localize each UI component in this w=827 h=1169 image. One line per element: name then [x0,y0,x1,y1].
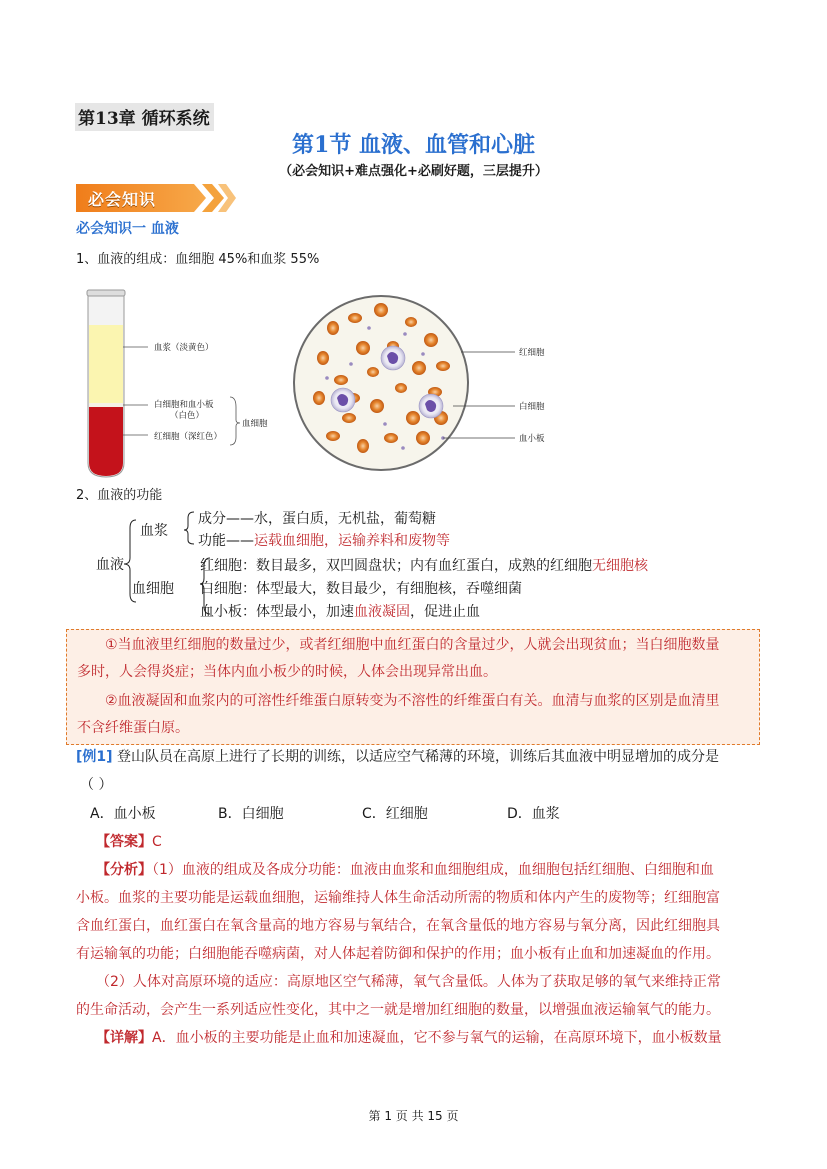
red-blood-cell [356,341,370,355]
analysis-b1: （2）人体对高原环境的适应：高原地区空气稀薄，氧气含量低。人体为了获取足够的氧气来维持正常 [96,974,721,990]
tree-root: 血液 [96,557,124,573]
analysis-b2: 的生命活动，会产生一系列适应性变化，其中之一就是增加红细胞的数量，以增强血液运输氧气的能力。 [76,1002,720,1018]
option-a: A．血小板 [90,806,156,822]
knowledge-title: 必会知识一 血液 [76,221,179,237]
rbc-text: 红细胞：数目最多，双凹圆盘状；内有血红蛋白，成熟的红细胞 [200,558,592,574]
red-blood-cell [313,391,325,405]
item-2: 2、血液的功能 [76,488,163,503]
analysis-tag: 【分析】 [96,862,152,878]
red-blood-cell [327,321,339,335]
blood-tube-figure [80,285,280,480]
plt-highlight: 血液凝固 [354,604,410,620]
microscope-view-illustration [293,288,563,478]
platelet [349,362,353,366]
red-blood-cell [406,411,420,425]
red-blood-cell [357,439,369,453]
red-blood-cell [374,303,388,317]
red-blood-cell [424,333,438,347]
label-white-color: （白色） [170,411,205,421]
label-micro-wbc: 白细胞 [519,402,545,412]
detail-d1: A．血小板的主要功能是止血和加速凝血，它不参与氧气的运输，在高原环境下，血小板数量 [152,1030,722,1046]
analysis-a2: 小板。血浆的主要功能是运载血细胞，运输维持人体生命活动所需的物质和体内产生的废物等；红细胞富 [76,890,720,906]
label-micro-rbc: 红细胞 [519,348,545,358]
red-blood-cell [367,367,379,377]
item-1: 1、血液的组成：血细胞 45%和血浆 55% [76,252,320,267]
platelet [367,326,371,330]
red-blood-cell [370,399,384,413]
section-subtitle: （必会知识+难点强化+必刷好题，三层提升） [279,164,548,179]
test-tube-illustration [80,285,280,480]
example-q2: （ ） [80,777,113,793]
blood-function-tree [90,506,710,626]
note-box [66,629,760,745]
analysis-a1: （1）血液的组成及各成分功能：血液由血浆和血细胞组成，血细胞包括红细胞、白细胞和血 [152,862,714,878]
plasma-func-highlight: 运载血细胞，运输养料和废物等 [254,533,450,549]
knowledge-banner [76,184,236,212]
platelet [383,422,387,426]
answer-tag: 【答案】 [96,834,152,850]
option-b: B．白细胞 [218,806,284,822]
red-blood-cell [317,351,329,365]
tree-wbc: 白细胞：体型最大，数目最少，有细胞核，吞噬细菌 [200,581,522,597]
analysis-1 [76,856,766,884]
label-wbc-platelet: 白细胞和血小板 [154,400,214,410]
tree-platelet [200,601,480,623]
section-title: 第1节 血液、血管和心脏 [292,132,535,158]
platelet [421,352,425,356]
option-c: C．红细胞 [362,806,428,822]
page-footer: 第 1 页 共 15 页 [368,1109,459,1123]
label-micro-platelet: 血小板 [519,434,545,444]
detail-line [96,1024,722,1052]
red-blood-cell [436,361,450,371]
note-p1b: 多时，人会得炎症；当体内血小板少的时候，人体会出现异常出血。 [77,664,497,680]
note-p2a: ②血液凝固和血浆内的可溶性纤维蛋白原转变为不溶性的纤维蛋白有关。血清与血浆的区别是血清里 [105,693,720,709]
analysis-a3: 含血红蛋白，血红蛋白在氧含量高的地方容易与氧结合，在氧含量低的地方容易与氧分离，因此红细胞具 [76,918,720,934]
rbc-highlight: 无细胞核 [592,558,648,574]
plt-suffix: ，促进止血 [410,604,480,620]
note-p2b: 不含纤维蛋白原。 [77,720,189,736]
red-blood-cell [405,317,417,327]
tree-plasma-function [198,530,450,552]
banner-label: 必会知识 [88,190,157,209]
tree-rbc [200,555,648,577]
platelet [325,376,329,380]
platelet [403,332,407,336]
tree-plasma: 血浆 [140,523,168,539]
answer-value: C [152,834,162,850]
plasma-func-prefix: 功能—— [198,533,254,549]
red-blood-cell [412,361,426,375]
option-d: D．血浆 [507,806,560,822]
red-blood-cell [334,375,348,385]
example-tag: [例1] [76,749,113,765]
red-blood-cell [395,383,407,393]
label-rbc: 红细胞（深红色） [154,432,223,442]
note-p1a: ①当血液里红细胞的数量过少，或者红细胞中血红蛋白的含量过少，人就会出现贫血；当白细胞数量 [105,637,720,653]
platelet [401,446,405,450]
example-question [76,743,766,771]
plt-prefix: 血小板：体型最小，加速 [200,604,354,620]
red-blood-cell [384,433,398,443]
analysis-a4: 有运输氧的功能；白细胞能吞噬病菌，对人体起着防御和保护的作用；血小板有止血和加速凝血的作用。 [76,946,720,962]
red-blood-cell [342,413,356,423]
chapter-heading: 第13章 循环系统 [75,103,214,131]
blood-smear-figure [293,288,563,478]
tree-cells: 血细胞 [132,581,174,597]
red-blood-cell [416,431,430,445]
label-plasma: 血浆（淡黄色） [154,343,214,353]
example-q1: 登山队员在高原上进行了长期的训练，以适应空气稀薄的环境，训练后其血液中明显增加的成分是 [117,749,719,765]
answer-line [96,828,162,856]
red-blood-cell [348,313,362,323]
detail-tag: 【详解】 [96,1030,152,1046]
red-blood-cell [326,431,340,441]
tree-plasma-composition: 成分——水，蛋白质，无机盐，葡萄糖 [198,511,436,527]
label-blood-cells: 血细胞 [242,419,268,429]
